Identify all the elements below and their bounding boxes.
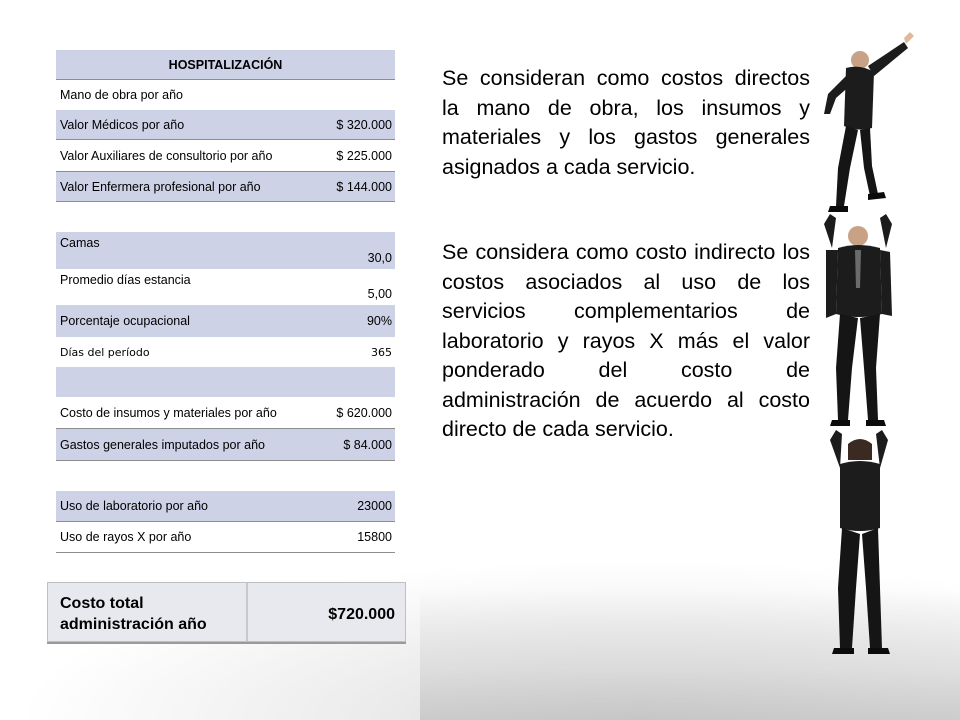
table-row — [56, 80, 395, 110]
table-row — [56, 172, 395, 202]
table-row — [56, 140, 395, 172]
spacer-row — [56, 202, 395, 232]
row-value: 90% — [366, 314, 392, 328]
row-value: 365 — [371, 345, 392, 359]
climbing-man-icon — [824, 32, 914, 212]
row-value: $ 225.000 — [336, 148, 392, 163]
row-value: $ 144.000 — [336, 179, 392, 194]
row-value: $ 620.000 — [336, 405, 392, 420]
table-row — [56, 269, 395, 305]
table-row — [56, 337, 395, 367]
row-label: Valor Auxiliares de consultorio por año — [60, 148, 273, 163]
row-label: Mano de obra por año — [60, 88, 184, 102]
row-label: Valor Médicos por año — [60, 117, 185, 132]
row-value: 5,00 — [367, 287, 392, 301]
spacer-row — [56, 367, 395, 397]
indirect-costs-paragraph: Se considera como costo indirecto los costos asociados al uso de los servicios complementarios de laboratorio y rayos X más el valor ponderado del costo de administración de acuerdo al costo directo de cada servicio. — [442, 240, 810, 441]
row-value: $ 320.000 — [336, 117, 392, 132]
row-label: Camas — [60, 236, 100, 250]
stacked-businesspeople-illustration — [800, 28, 930, 668]
table-title: HOSPITALIZACIÓN — [168, 57, 283, 72]
row-label: Costo de insumos y materiales por año — [60, 405, 277, 420]
direct-costs-paragraph: Se consideran como costos directos la mano de obra, los insumos y materiales y los gastos generales asignados a cada servicio. — [442, 66, 810, 179]
middle-man-icon — [824, 214, 892, 426]
cost-table — [56, 50, 395, 553]
table-row — [56, 522, 395, 553]
bottom-woman-icon — [830, 430, 890, 654]
total-label: Costo total administración año — [60, 595, 207, 633]
table-row — [56, 397, 395, 429]
table-row — [56, 305, 395, 337]
row-value: $ 84.000 — [343, 437, 392, 452]
spacer-row — [56, 461, 395, 491]
table-row — [56, 429, 395, 461]
total-value: $720.000 — [328, 606, 395, 623]
row-label: Porcentaje ocupacional — [60, 314, 190, 328]
row-label: Valor Enfermera profesional por año — [60, 179, 261, 194]
row-label: Gastos generales imputados por año — [60, 437, 265, 452]
row-label: Uso de laboratorio por año — [60, 499, 209, 513]
table-row — [56, 110, 395, 140]
table-row — [56, 491, 395, 522]
row-label: Promedio días estancia — [60, 273, 191, 287]
row-value: 15800 — [357, 530, 392, 544]
row-label: Uso de rayos X por año — [60, 530, 192, 544]
row-value: 30,0 — [367, 251, 392, 265]
row-label: Días del período — [60, 345, 150, 359]
table-header — [56, 50, 395, 80]
total-box — [47, 582, 406, 642]
table-row — [56, 232, 395, 269]
row-value: 23000 — [357, 499, 392, 513]
